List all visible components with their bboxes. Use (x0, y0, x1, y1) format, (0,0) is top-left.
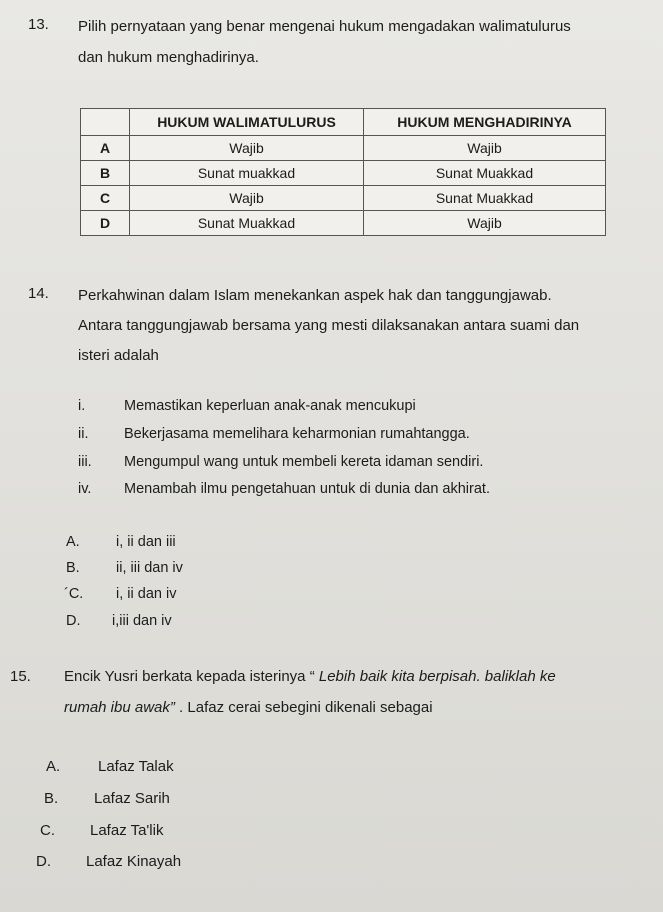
header-hukum-menghadirinya: HUKUM MENGHADIRINYA (364, 109, 606, 136)
cell-walimatulurus: Wajib (130, 186, 364, 211)
row-label: A (81, 136, 130, 161)
option-text-d: Lafaz Kinayah (86, 853, 182, 870)
q13-table (80, 108, 606, 236)
q14-number: 14. (28, 285, 49, 302)
option-letter-b: B. (44, 790, 59, 807)
q15-line1-italic: Lebih baik kita berpisah. baliklah ke (318, 668, 556, 685)
statement-text: Memastikan keperluan anak-anak mencukupi (124, 398, 416, 414)
option-letter-a: A. (46, 758, 61, 775)
option-letter-c: ´C. (64, 586, 84, 602)
option-text-a: i, ii dan iii (116, 534, 176, 550)
q15-text-line2 (64, 699, 433, 716)
q15-number: 15. (10, 668, 31, 685)
q15-line2-plain: . Lafaz cerai sebegini dikenali sebagai (174, 699, 433, 716)
option-text-a: Lafaz Talak (98, 758, 174, 775)
table-row (81, 161, 606, 186)
q14-text-line3: isteri adalah (78, 347, 159, 364)
row-label: B (81, 161, 130, 186)
statement-text: Menambah ilmu pengetahuan untuk di dunia dan akhirat. (124, 481, 490, 497)
option-letter-d: D. (66, 613, 81, 629)
cell-menghadirinya: Wajib (364, 136, 606, 161)
row-label: D (81, 211, 130, 236)
option-letter-c: C. (40, 822, 55, 839)
q14-text-line2: Antara tanggungjawab bersama yang mesti dilaksanakan antara suami dan (78, 317, 580, 334)
q15-line1-plain: Encik Yusri berkata kepada isterinya “ (64, 668, 319, 685)
statement-text: Mengumpul wang untuk membeli kereta idaman sendiri. (124, 454, 484, 470)
option-text-c: i, ii dan iv (116, 586, 177, 602)
row-label: C (81, 186, 130, 211)
cell-walimatulurus: Wajib (130, 136, 364, 161)
cell-menghadirinya: Sunat Muakkad (364, 186, 606, 211)
q13-text-line2: dan hukum menghadirinya. (78, 49, 259, 66)
statement-roman: iii. (78, 454, 92, 470)
q13-number: 13. (28, 16, 49, 33)
statement-roman: ii. (78, 426, 89, 442)
q15-text-line1 (64, 668, 556, 685)
option-letter-d: D. (36, 853, 51, 870)
table-row (81, 211, 606, 236)
statement-roman: iv. (78, 481, 92, 497)
option-text-b: ii, iii dan iv (116, 560, 183, 576)
option-text-d: i,iii dan iv (112, 613, 172, 629)
option-text-c: Lafaz Ta'lik (90, 822, 164, 839)
cell-menghadirinya: Sunat Muakkad (364, 161, 606, 186)
header-hukum-walimatulurus: HUKUM WALIMATULURUS (130, 109, 364, 136)
q15-line2-italic: rumah ibu awak” (64, 699, 175, 716)
q14-text-line1: Perkahwinan dalam Islam menekankan aspek hak dan tanggungjawab. (78, 287, 552, 304)
cell-walimatulurus: Sunat muakkad (130, 161, 364, 186)
option-letter-a: A. (66, 534, 80, 550)
option-text-b: Lafaz Sarih (94, 790, 170, 807)
statement-roman: i. (78, 398, 86, 414)
option-letter-b: B. (66, 560, 80, 576)
q13-text-line1: Pilih pernyataan yang benar mengenai hukum mengadakan walimatulurus (78, 18, 571, 35)
statement-text: Bekerjasama memelihara keharmonian rumahtangga. (124, 426, 470, 442)
table-row (81, 136, 606, 161)
cell-walimatulurus: Sunat Muakkad (130, 211, 364, 236)
table-header-row (81, 109, 606, 136)
table-row (81, 186, 606, 211)
table-corner-cell (81, 109, 130, 136)
cell-menghadirinya: Wajib (364, 211, 606, 236)
